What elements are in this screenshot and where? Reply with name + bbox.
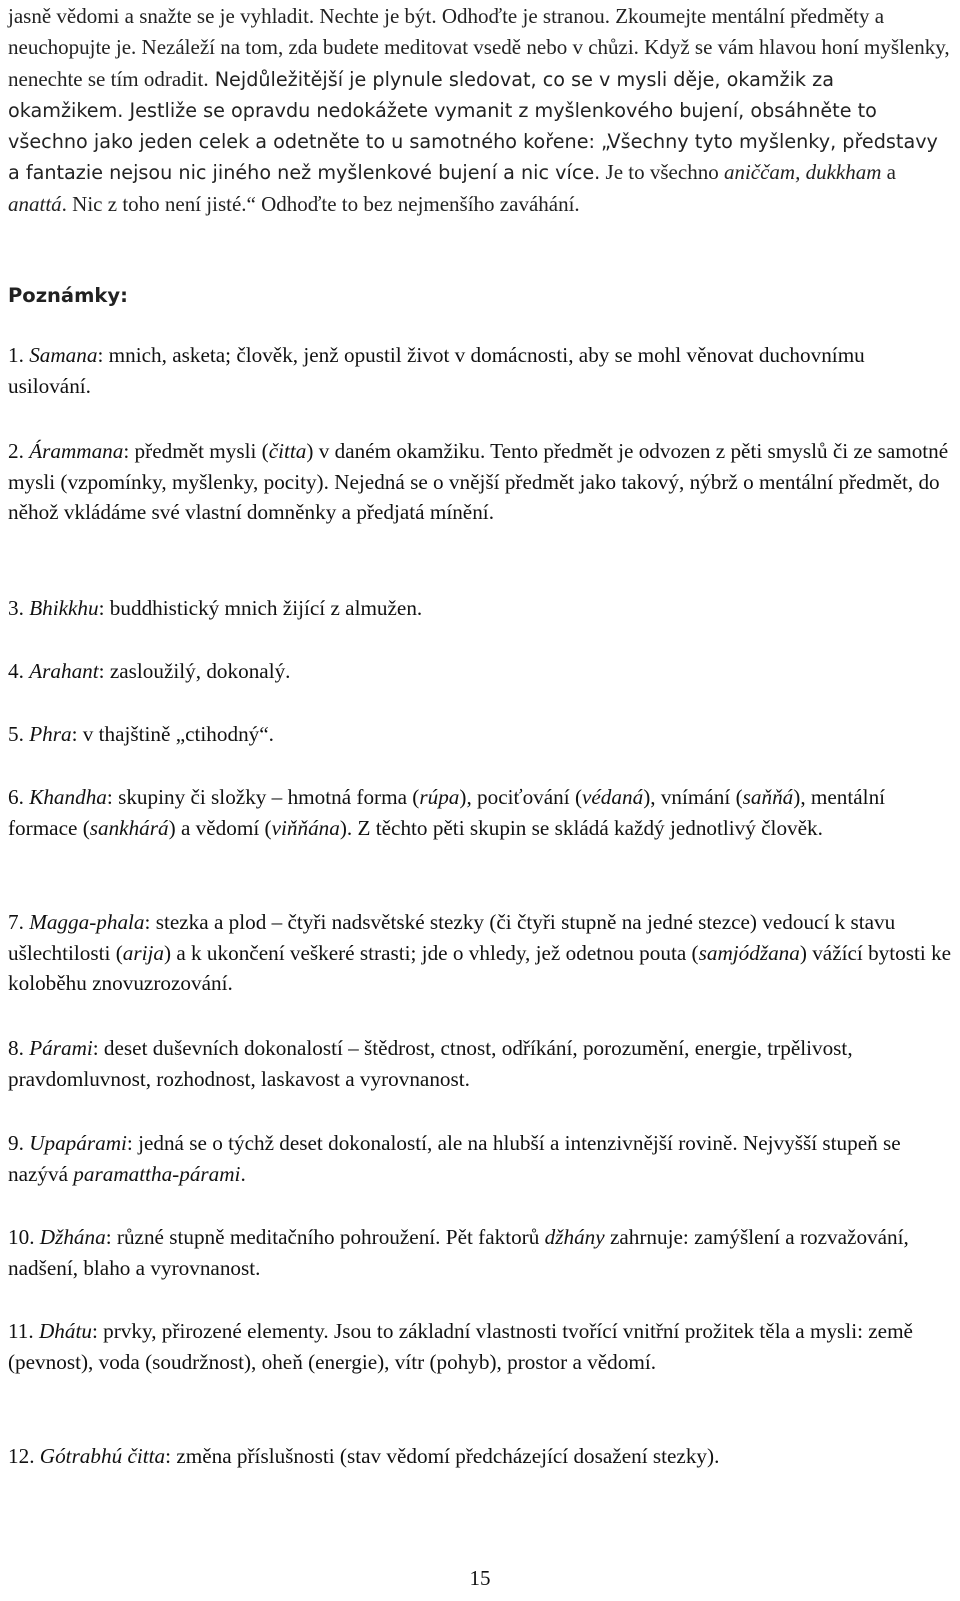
note-text: : zasloužilý, dokonalý. [98,659,291,683]
note-text: ), mentální formace ( [8,785,886,840]
note-text: : mnich, asketa; člověk, jenž opustil život v domácnosti, aby se mohl věnovat duchovnímu usilování. [8,343,865,398]
note-term: Khandha [29,785,107,809]
note-10 [8,1222,952,1283]
note-number: 7. [8,910,30,934]
note-text: ) v daném okamžiku. Tento předmět je odvozen z pěti smyslů či ze samotné mysli (vzpomínky, myšlenky, pocity). Nejedná se o vnější předmět jako takový, nýbrž o mentální předmět, do něhož vkládáme své vlastní domněnky a předjatá mínění. [8,439,949,525]
note-3 [8,593,952,624]
intro-run-6: a [881,160,896,185]
note-term: Upapárami [29,1131,127,1155]
note-italic-term: čitta [268,439,307,463]
note-number: 6. [8,785,30,809]
note-text: ) vážící bytosti ke koloběhu znovuzrozování. [8,940,952,996]
note-term: Phra [29,722,72,746]
note-italic-term: arija [122,940,164,965]
note-text: ), vnímání ( [643,785,743,809]
note-number: 8. [8,1036,30,1060]
note-term: Bhikkhu [29,596,99,620]
note-term: Árammana [29,439,124,463]
note-text: ), pociťování ( [459,785,582,809]
note-term: Arahant [29,659,99,683]
note-9 [8,1128,952,1189]
note-italic-term: džhány [544,1225,605,1249]
note-italic-term: sankhárá [89,815,169,840]
note-text: ). Z těchto pěti skupin se skládá každý jednotlivý člověk. [339,815,823,840]
note-text: : skupiny či složky – hmotná forma ( [106,785,420,809]
note-number: 4. [8,659,30,683]
note-text: : v thajštině „ctihodný“. [71,722,274,746]
note-text: : předmět mysli ( [123,439,269,463]
note-text: : jedná se o týchž deset dokonalostí, ale na hlubší a intenzivnější rovině. Nejvyšší stupeň se nazývá [8,1131,901,1186]
term-anicca-dukkham: aniččam, dukkham [723,160,882,185]
note-italic-term: védaná [582,785,644,809]
note-italic-term: saňňá [742,785,794,809]
term-anatta: anattá [8,191,62,216]
note-text: : prvky, přirozené elementy. Jsou to základní vlastnosti tvořící vnitřní prožitek těla a mysli: země (pevnost), voda (soudržnost), oheň (energie), vítr (pohyb), prostor a vědomí. [8,1319,913,1374]
note-number: 11. [8,1319,39,1343]
note-5 [8,719,952,750]
intro-run-7: . Nic z toho není jisté.“ Odhoďte to bez nejmenšího zaváhání. [61,191,580,216]
note-italic-term: paramattha-párami [73,1161,241,1186]
note-6 [8,782,952,843]
note-text: : změna příslušnosti (stav vědomí předcházející dosažení stezky). [165,1444,720,1468]
note-text: ) a vědomí ( [168,815,272,840]
note-11 [8,1316,952,1377]
note-text: : buddhistický mnich žijící z almužen. [98,596,423,620]
note-number: 5. [8,722,30,746]
note-number: 9. [8,1131,30,1155]
note-number: 10. [8,1225,40,1249]
note-text: zahrnuje: zamýšlení a rozvažování, nadšení, blaho a vyrovnanost. [8,1225,909,1280]
page-number: 15 [469,1566,491,1590]
note-term: Magga-phala [29,910,145,934]
note-8 [8,1033,952,1094]
note-text: ) a k ukončení veškeré strasti; jde o vhledy, jež odetnou pouta ( [163,940,699,965]
note-term: Gótrabhú čitta [39,1444,166,1468]
intro-run-1: jasně vědomi a snažte se je vyhladit. [8,4,315,28]
intro-paragraph [8,1,952,220]
intro-run-3: Nejdůležitější je plynule sledovat, co se v mysli děje, okamžik za okamžikem. [8,67,834,122]
note-text: : stezka a plod – čtyři nadsvětské stezky (či čtyři stupně na jedné stezce) vedoucí k stavu ušlechtilosti ( [8,910,896,965]
note-text: . [240,1161,246,1186]
note-2 [8,436,952,528]
note-term: Samana [29,343,98,367]
note-number: 2. [8,439,30,463]
note-number: 1. [8,343,30,367]
note-term: Džhána [39,1225,106,1249]
intro-run-4: Jestliže se opravdu nedokážete vymanit z myšlenkového bujení, obsáhněte to všechno jako jeden celek a odetněte to u samotného kořene: „Všechny tyto myšlenky, představy a fantazie nejsou nic jiného než myšlenkové bujení a nic více. [8,98,938,185]
note-12 [8,1441,952,1472]
note-term: Párami [29,1036,93,1060]
intro-run-2: Nechte je být. Odhoďte je stranou. Zkoumejte mentální předměty a neuchopujte je. Nezáleží na tom, zda budete meditovat vsedě nebo v chůzi. Když se vám hlavou honí myšlenky, nenechte se tím odradit. [8,4,950,91]
note-number: 12. [8,1444,40,1468]
notes-heading: Poznámky: [8,284,128,307]
note-1 [8,340,952,401]
note-term: Dhátu [39,1319,92,1343]
note-number: 3. [8,596,30,620]
note-text: : deset duševních dokonalostí – štědrost, ctnost, odříkání, porozumění, energie, trpělivost, pravdomluvnost, rozhodnost, laskavost a vyrovnanost. [8,1036,853,1091]
note-italic-term: samjódžana [698,940,800,965]
note-7 [8,907,952,999]
note-text: : různé stupně meditačního pohroužení. Pět faktorů [105,1225,545,1249]
intro-run-5: Je to všechno [600,160,724,185]
note-italic-term: rúpa [419,785,460,809]
note-italic-term: viňňána [271,815,340,840]
note-4 [8,656,952,687]
